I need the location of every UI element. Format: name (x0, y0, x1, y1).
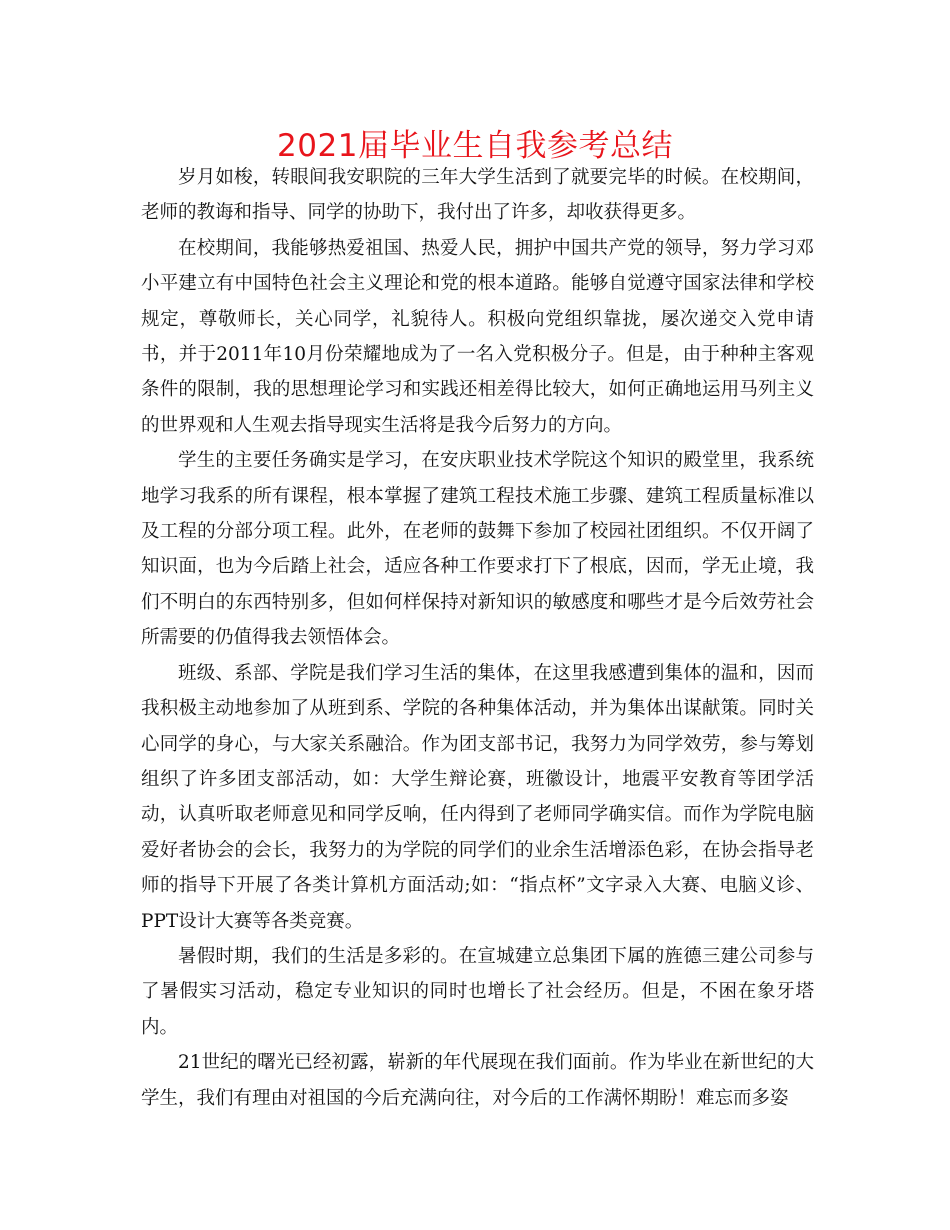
paragraph-6: 21世纪的曙光已经初露，崭新的年代展现在我们面前。作为毕业在新世纪的大学生，我们有理由对祖国的今后充满向往，对今后的工作满怀期盼！难忘而多姿 (141, 1052, 814, 1109)
document-body (141, 160, 814, 1116)
document-title: 2021届毕业生自我参考总结 (277, 128, 673, 164)
paragraph-3: 学生的主要任务确实是学习，在安庆职业技术学院这个知识的殿堂里，我系统地学习我系的所有课程，根本掌握了建筑工程技术施工步骤、建筑工程质量标准以及工程的分部分项工程。此外，在老师的鼓舞下参加了校园社团组织。不仅开阔了知识面，也为今后踏上社会，适应各种工作要求打下了根底，因而，学无止境，我们不明白的东西特别多，但如何样保持对新知识的敏感度和哪些才是今后效劳社会所需要的仍值得我去领悟体会。 (141, 450, 814, 649)
paragraph-2: 在校期间，我能够热爱祖国、热爱人民，拥护中国共产党的领导，努力学习邓小平建立有中国特色社会主义理论和党的根本道路。能够自觉遵守国家法律和学校规定，尊敬师长，关心同学，礼貌待人。积极向党组织靠拢，屡次递交入党申请书，并于2011年10月份荣耀地成为了一名入党积极分子。但是，由于种种主客观条件的限制，我的思想理论学习和实践还相差得比较大，如何正确地运用马列主义的世界观和人生观去指导现实生活将是我今后努力的方向。 (141, 237, 814, 436)
paragraph-4: 班级、系部、学院是我们学习生活的集体，在这里我感遭到集体的温和，因而我积极主动地参加了从班到系、学院的各种集体活动，并为集体出谋献策。同时关心同学的身心，与大家关系融洽。作为团支部书记，我努力为同学效劳，参与筹划组织了许多团支部活动，如：大学生辩论赛，班徽设计，地震平安教育等团学活动，认真听取老师意见和同学反响，任内得到了老师同学确实信。而作为学院电脑爱好者协会的会长，我努力的为学院的同学们的业余生活增添色彩，在协会指导老师的指导下开展了各类计算机方面活动;如：“指点杯”文字录入大赛、电脑义诊、PPT设计大赛等各类竞赛。 (141, 662, 814, 932)
paragraph-5: 暑假时期，我们的生活是多彩的。在宣城建立总集团下属的旌德三建公司参与了暑假实习活动，稳定专业知识的同时也增长了社会经历。但是，不困在象牙塔内。 (141, 945, 814, 1038)
paragraph-1: 岁月如梭，转眼间我安职院的三年大学生活到了就要完毕的时候。在校期间，老师的教诲和指导、同学的协助下，我付出了许多，却收获得更多。 (141, 167, 814, 224)
